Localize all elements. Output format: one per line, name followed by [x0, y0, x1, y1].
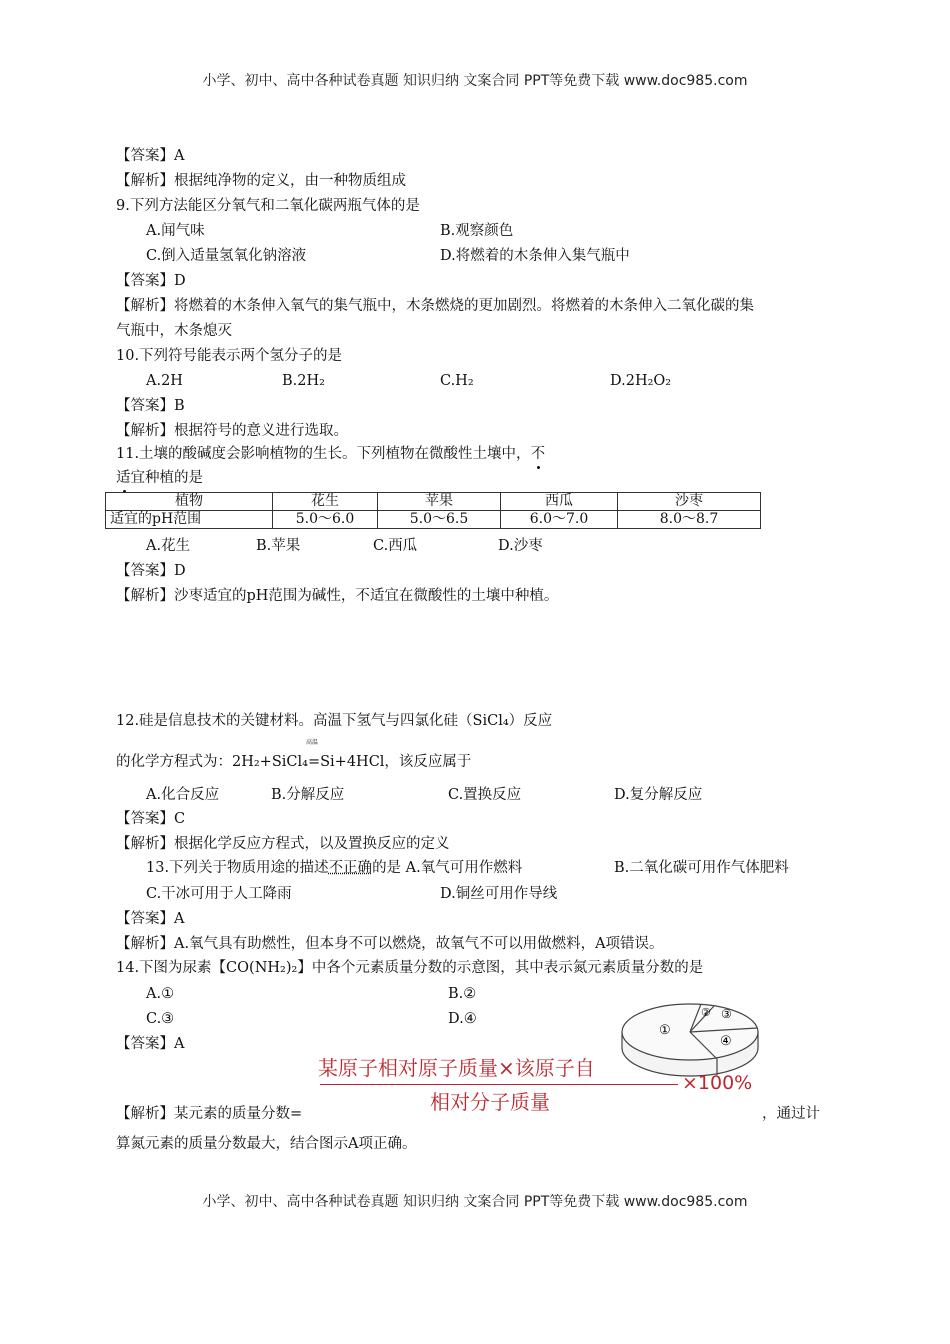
table-cell: 5.0～6.5 [378, 511, 501, 529]
q14-stem: 14.下图为尿素【CO(NH₂)₂】中各个元素质量分数的示意图，其中表示氮元素质量分数的是 [116, 960, 704, 976]
table-cell: 适宜的pH范围 [106, 511, 273, 529]
q8-answer: 【答案】A [116, 148, 185, 164]
q13-option-d: D.铜丝可用作导线 [440, 886, 558, 902]
q9-option-b: B.观察颜色 [440, 223, 514, 239]
q11-option-b: B.苹果 [256, 538, 301, 554]
q10-stem: 10.下列符号能表示两个氢分子的是 [116, 348, 343, 364]
q10-analysis: 【解析】根据符号的意义进行选取。 [116, 423, 348, 439]
page-footer: 小学、初中、高中各种试卷真题 知识归纳 文案合同 PPT等免费下载 www.doc985.com [202, 1194, 748, 1210]
q10-answer: 【答案】B [116, 398, 185, 414]
q13-option-c: C.干冰可用于人工降雨 [146, 886, 292, 902]
q11-option-d: D.沙枣 [498, 538, 543, 554]
q14-option-d: D.④ [448, 1011, 477, 1027]
q9-option-c: C.倒入适量氢氧化钠溶液 [146, 248, 307, 264]
page-header: 小学、初中、高中各种试卷真题 知识归纳 文案合同 PPT等免费下载 www.doc985.com [202, 73, 748, 89]
q12-equation-left: 的化学方程式为：2H₂+SiCl₄ [116, 754, 308, 770]
q10-option-a: A.2H [146, 373, 183, 389]
q12-stem-line1: 12.硅是信息技术的关键材料。高温下氢气与四氯化硅（SiCl₄）反应 [116, 713, 553, 729]
q12-option-c: C.置换反应 [448, 787, 522, 803]
table-cell: 苹果 [378, 493, 501, 511]
q14-option-a: A.① [146, 986, 175, 1002]
pie-label-2: ② [701, 1006, 711, 1019]
pie-label-3: ③ [721, 1007, 732, 1021]
q11-stem-text-2: 宜种植的是 [130, 470, 203, 486]
q11-stem-line2 [116, 468, 203, 488]
table-cell: 西瓜 [501, 493, 618, 511]
q10-option-d: D.2H₂O₂ [610, 373, 672, 389]
pie-label-4: ④ [720, 1034, 732, 1049]
q13-stem-emphasis: 不正确 [328, 860, 373, 876]
q9-stem: 9.下列方法能区分氧气和二氧化碳两瓶气体的是 [116, 198, 420, 214]
q9-analysis-line2: 气瓶中，木条熄灭 [116, 323, 232, 339]
q14-answer: 【答案】A [116, 1036, 185, 1052]
formula-numerator: 某原子相对原子质量×该原子自 [318, 1056, 595, 1080]
table-cell: 植物 [106, 493, 273, 511]
q13-stem-pre: 13.下列关于物质用途的描述 [146, 860, 329, 876]
table-cell: 5.0～6.0 [273, 511, 378, 529]
q12-option-b: B.分解反应 [271, 787, 345, 803]
table-header-row [106, 493, 761, 511]
q9-analysis-line1: 【解析】将燃着的木条伸入氧气的集气瓶中，木条燃烧的更加剧烈。将燃着的木条伸入二氧化碳的集 [116, 298, 754, 314]
q11-stem-emphasis-2: 适 [116, 470, 131, 486]
q11-option-c: C.西瓜 [373, 538, 418, 554]
q13-option-b: B.二氧化碳可用作气体肥料 [614, 860, 789, 876]
q12-equation-right: =Si+4HCl，该反应属于 [307, 754, 472, 770]
q9-answer: 【答案】D [116, 273, 186, 289]
q14-option-c: C.③ [146, 1011, 175, 1027]
table-row [106, 511, 761, 529]
ph-table [105, 492, 761, 529]
q12-answer: 【答案】C [116, 811, 186, 827]
q13-analysis: 【解析】A.氧气具有助燃性，但本身不可以燃烧，故氧气不可以用做燃料，A项错误。 [116, 936, 664, 952]
q14-analysis-pre: 【解析】某元素的质量分数= [116, 1106, 303, 1122]
q12-condition: 高温 [305, 739, 318, 746]
q11-stem-emphasis: 不 [530, 446, 546, 462]
table-cell: 花生 [273, 493, 378, 511]
table-cell: 8.0～8.7 [618, 511, 761, 529]
q11-stem-line1 [116, 444, 545, 464]
q14-analysis-line2: 算氮元素的质量分数最大，结合图示A项正确。 [116, 1136, 417, 1152]
table-cell: 沙枣 [618, 493, 761, 511]
q13-answer: 【答案】A [116, 911, 185, 927]
q12-analysis: 【解析】根据化学反应方程式，以及置换反应的定义 [116, 836, 450, 852]
q9-option-d: D.将燃着的木条伸入集气瓶中 [440, 248, 630, 264]
q10-option-c: C.H₂ [440, 373, 474, 389]
q9-option-a: A.闻气味 [146, 223, 205, 239]
q11-answer: 【答案】D [116, 563, 186, 579]
q14-analysis-post: ，通过计 [762, 1106, 820, 1122]
q13-stem [146, 858, 522, 878]
table-cell: 6.0～7.0 [501, 511, 618, 529]
q11-analysis: 【解析】沙枣适宜的pH范围为碱性，不适宜在微酸性的土壤中种植。 [116, 588, 559, 604]
q11-option-a: A.花生 [146, 538, 191, 554]
formula-fraction-bar [320, 1084, 678, 1085]
q11-stem-text: 11.土壤的酸碱度会影响植物的生长。下列植物在微酸性土壤中， [116, 446, 531, 462]
pie-label-1: ① [659, 1023, 671, 1038]
q12-option-a: A.化合反应 [146, 787, 220, 803]
formula-denominator: 相对分子质量 [430, 1090, 550, 1114]
q10-option-b: B.2H₂ [282, 373, 325, 389]
q12-option-d: D.复分解反应 [614, 787, 703, 803]
q14-option-b: B.② [448, 986, 477, 1002]
q8-analysis: 【解析】根据纯净物的定义，由一种物质组成 [116, 173, 406, 189]
formula-percent: ×100% [682, 1072, 753, 1094]
q12-equation-sign [305, 739, 472, 772]
q12-stem-line2 [116, 739, 472, 772]
mass-fraction-formula [318, 1052, 758, 1114]
q13-stem-post: 的是 A.氧气可用作燃料 [372, 860, 523, 876]
